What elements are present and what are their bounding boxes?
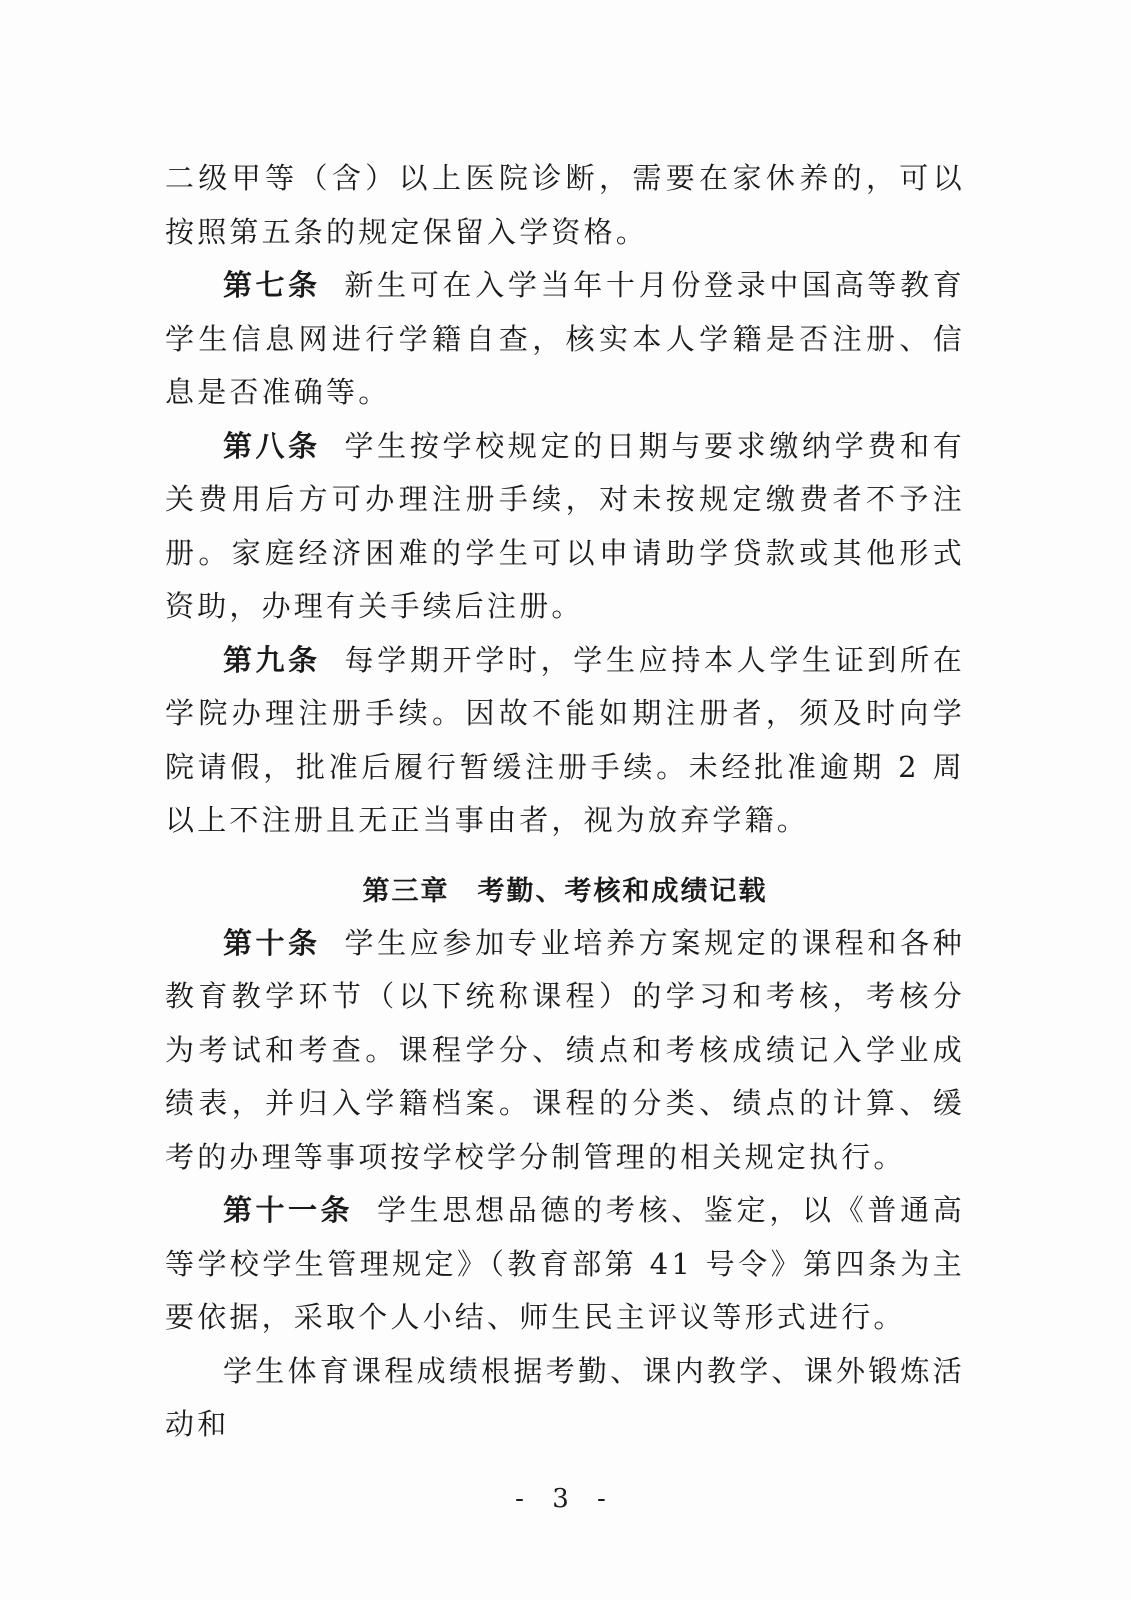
article-label: 第十一条 [223, 1193, 353, 1227]
article-label: 第九条 [223, 642, 321, 677]
article-text: 每学期开学时，学生应持本人学生证到所在学院办理注册手续。因故不能如期注册者，须及时向学院请假，批准后履行暂缓注册手续。未经批准逾期 2 周以上不注册且无正当事由者，视为放弃学籍。 [165, 642, 965, 837]
article-text: 新生可在入学当年十月份登录中国高等教育学生信息网进行学籍自查，核实本人学籍是否注册、信息是否准确等。 [165, 268, 965, 409]
article-10 [165, 917, 965, 1185]
article-8 [165, 420, 965, 634]
article-label: 第八条 [223, 428, 321, 463]
chapter-title: 考勤、考核和成绩记载 [477, 875, 768, 907]
article-11 [165, 1184, 965, 1345]
article-9 [165, 634, 965, 848]
paragraph-pe-grades [165, 1345, 965, 1452]
document-body [165, 152, 965, 1452]
page-number: - 3 - [515, 1484, 616, 1514]
article-text: 学生应参加专业培养方案规定的课程和各种教育教学环节（以下统称课程）的学习和考核，考核分为考试和考查。课程学分、绩点和考核成绩记入学业成绩表，并归入学籍档案。课程的分类、绩点的计算、缓考的办理等事项按学校学分制管理的相关规定执行。 [165, 925, 965, 1174]
paragraph-text: 二级甲等（含）以上医院诊断，需要在家休养的，可以按照第五条的规定保留入学资格。 [165, 161, 965, 249]
chapter-heading [165, 867, 965, 917]
paragraph-text: 学生体育课程成绩根据考勤、课内教学、课外锻炼活动和 [165, 1353, 965, 1441]
article-label: 第十条 [223, 925, 321, 960]
article-text: 学生按学校规定的日期与要求缴纳学费和有关费用后方可办理注册手续，对未按规定缴费者不予注册。家庭经济困难的学生可以申请助学贷款或其他形式资助，办理有关手续后注册。 [165, 428, 965, 623]
paragraph-continuation [165, 152, 965, 259]
article-7 [165, 259, 965, 420]
chapter-number: 第三章 [362, 875, 450, 907]
article-label: 第七条 [223, 268, 321, 302]
article-text: 学生思想品德的考核、鉴定，以《普通高等学校学生管理规定》（教育部第 41 号令》第四条为主要依据，采取个人小结、师生民主评议等形式进行。 [165, 1193, 965, 1334]
